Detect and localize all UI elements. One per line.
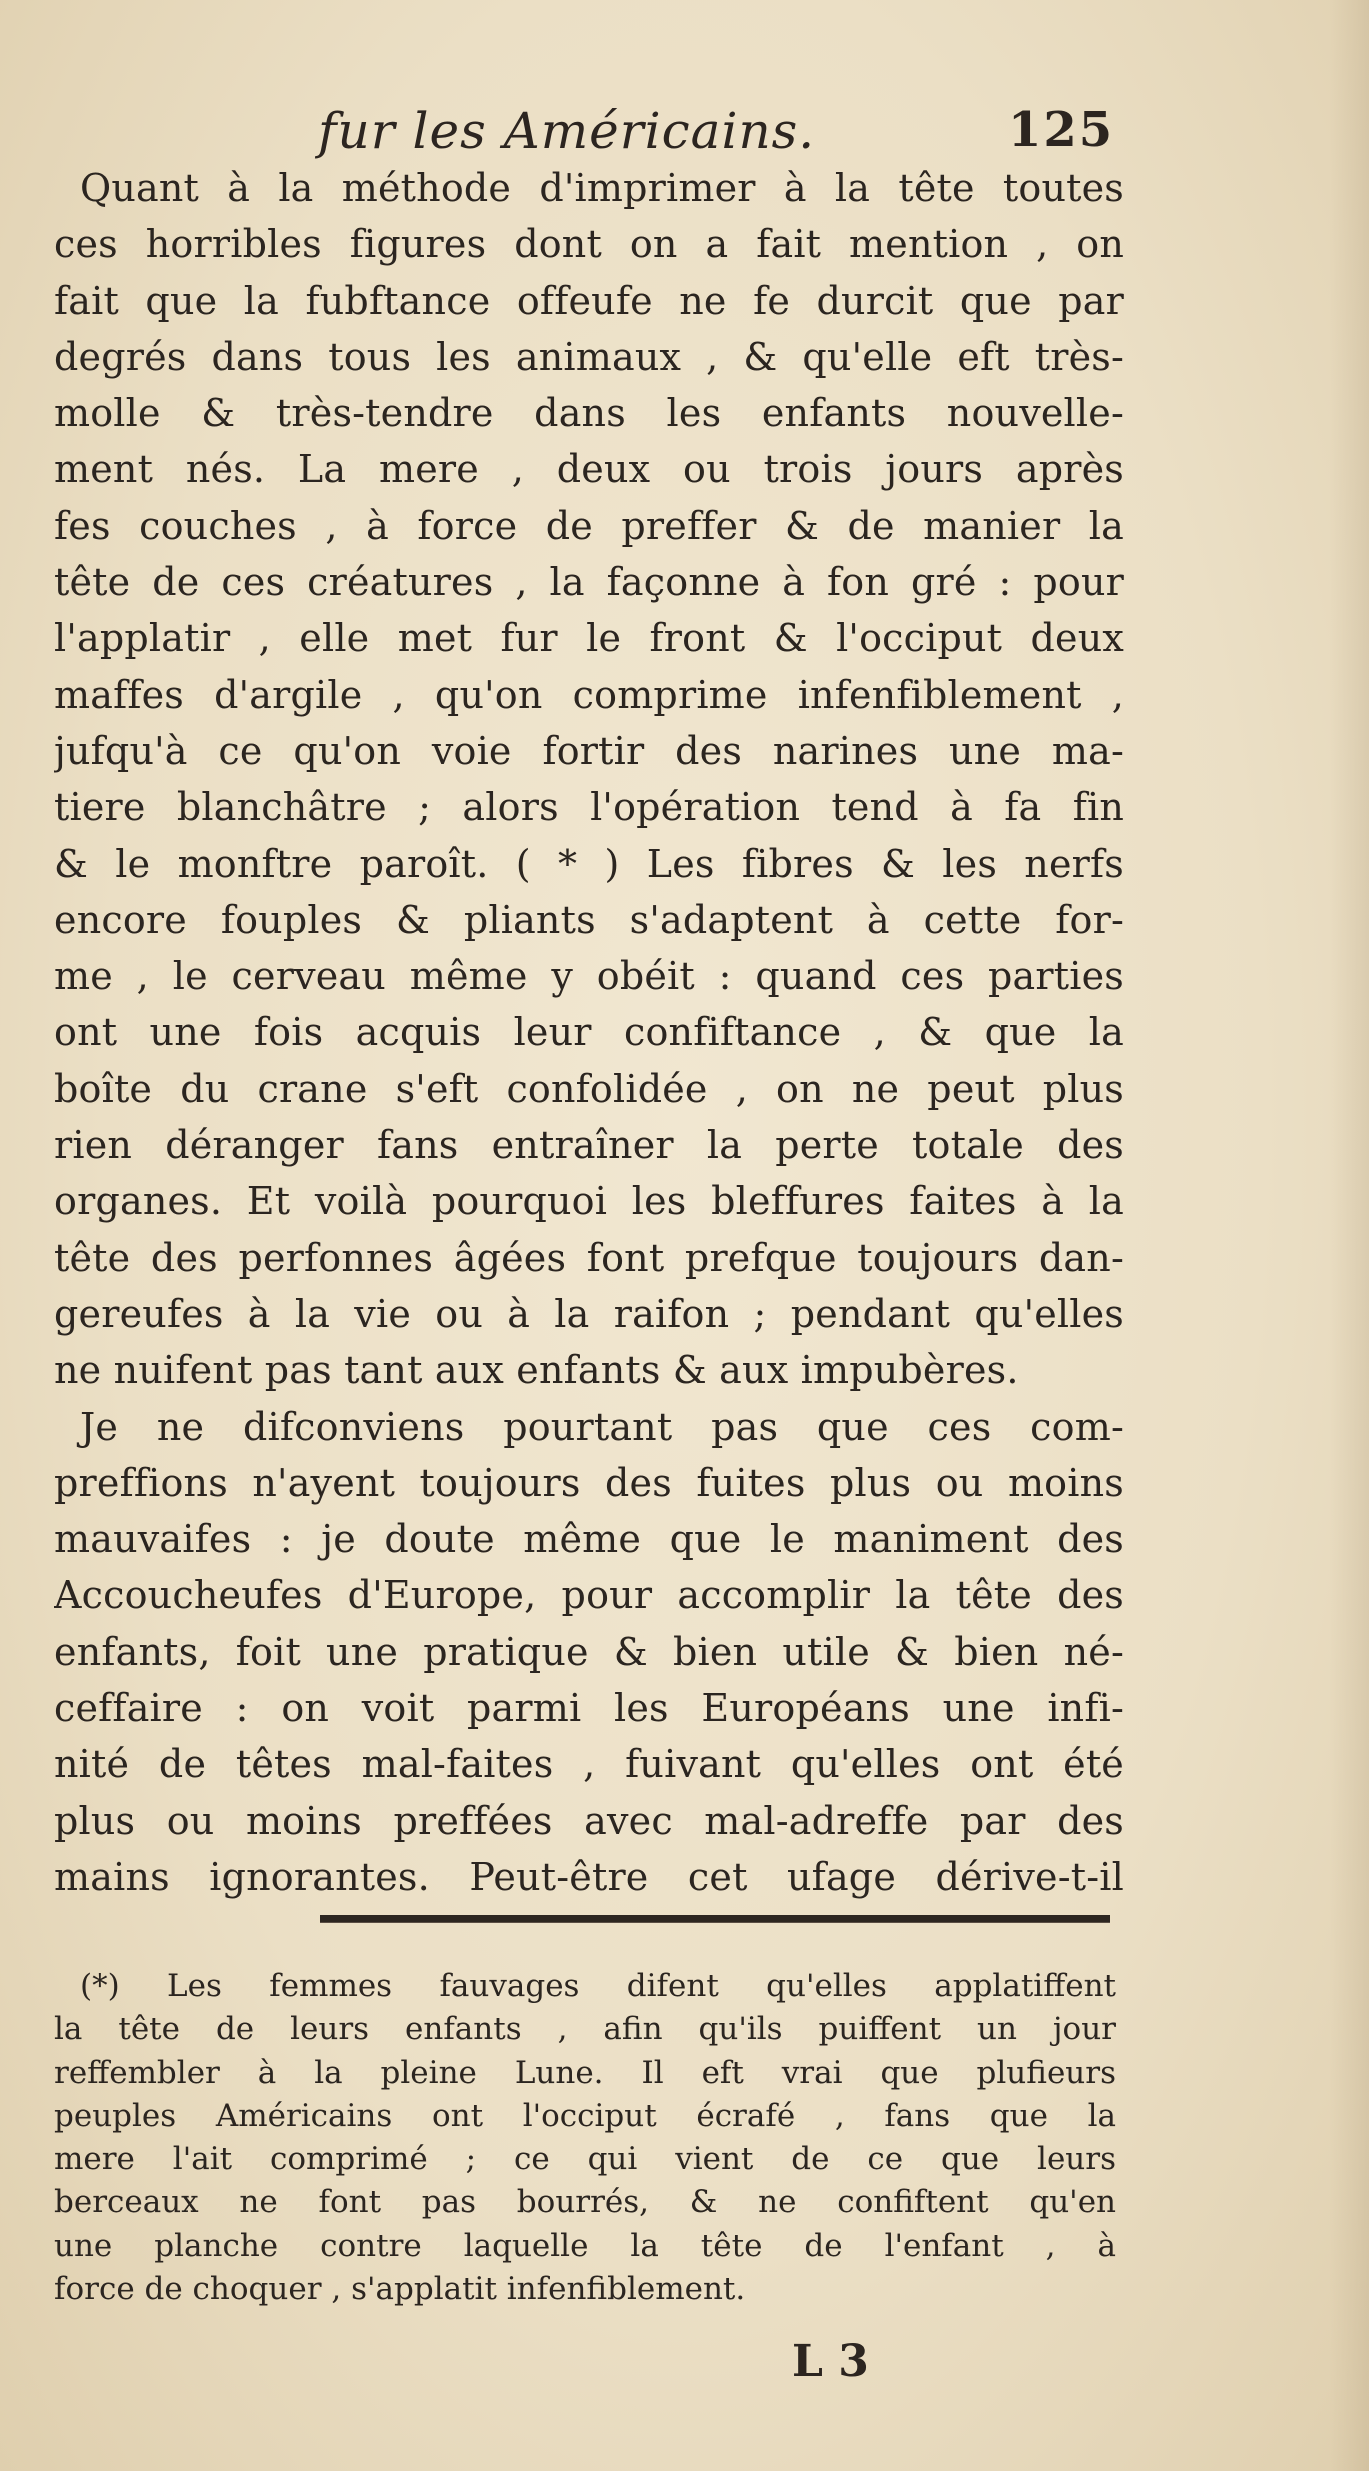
footnote [54, 1965, 1116, 2311]
page-edge-shadow [1329, 0, 1369, 2471]
text-line: plus ou moins preffées avec mal-adreffe par des [54, 1798, 1124, 1843]
text-line: Quant à la méthode d'imprimer à la tête toutes [80, 166, 1124, 210]
text-line: Accoucheufes d'Europe, pour accomplir la tête des [54, 1573, 1124, 1618]
text-line: rien déranger fans entraîner la perte totale des [54, 1123, 1124, 1168]
text-line: ont une fois acquis leur confiftance , & que la [54, 1010, 1124, 1055]
footnote-line: peuples Américains ont l'occiput écrafé , fans que la [54, 2097, 1116, 2134]
text-line: degrés dans tous les animaux , & qu'elle eft très- [54, 334, 1124, 379]
page-number: 125 [1008, 102, 1115, 158]
text-line: ment nés. La mere , deux ou trois jours après [54, 447, 1124, 492]
text-line: me , le cerveau même y obéit : quand ces parties [54, 954, 1124, 999]
text-line: ceffaire : on voit parmi les Européans une infi- [54, 1686, 1124, 1731]
text-line: tête des perfonnes âgées font prefque toujours dan- [54, 1235, 1124, 1280]
footnote-line: (*) Les femmes fauvages difent qu'elles applatiffent [80, 1968, 1116, 2004]
text-line: fait que la fubftance offeufe ne fe durcit que par [54, 278, 1124, 323]
text-line: fes couches , à force de preffer & de manier la [54, 503, 1124, 548]
text-line: mains ignorantes. Peut-être cet ufage dérive-t-il [54, 1854, 1124, 1899]
footnote-line: berceaux ne font pas bourrés, & ne confiftent qu'en [54, 2184, 1116, 2221]
footnote-divider [320, 1915, 1110, 1923]
footnote-line: une planche contre laquelle la tête de l'enfant , à [54, 2227, 1116, 2264]
running-title: fur les Américains. [318, 102, 816, 160]
text-line: encore fouples & pliants s'adaptent à cette for- [54, 897, 1124, 942]
text-line: enfants, foit une pratique & bien utile & bien né- [54, 1629, 1124, 1674]
text-line: tête de ces créatures , la façonne à fon gré : pour [54, 560, 1124, 605]
text-line: & le monftre paroît. ( * ) Les fibres & les nerfs [54, 841, 1124, 886]
text-line: gereufes à la vie ou à la raifon ; pendant qu'elles [54, 1291, 1124, 1336]
text-line: maffes d'argile , qu'on comprime infenfiblement , [54, 672, 1124, 717]
text-line: Je ne difconviens pourtant pas que ces com- [80, 1404, 1124, 1449]
text-line: jufqu'à ce qu'on voie fortir des narines une ma- [54, 728, 1124, 773]
footnote-line: la tête de leurs enfants , afin qu'ils puiffent un jour [54, 2011, 1116, 2048]
text-line: molle & très-tendre dans les enfants nouvelle- [54, 391, 1124, 436]
text-line: boîte du crane s'eft confolidée , on ne peut plus [54, 1066, 1124, 1111]
text-line: ces horribles figures dont on a fait mention , on [54, 222, 1124, 267]
signature-mark: L 3 [792, 2336, 869, 2387]
text-line: mauvaifes : je doute même que le maniment des [54, 1517, 1124, 1562]
footnote-line: mere l'ait comprimé ; ce qui vient de ce que leurs [54, 2141, 1116, 2178]
text-line: l'applatir , elle met fur le front & l'occiput deux [54, 616, 1124, 661]
text-line: organes. Et voilà pourquoi les bleffures faites à la [54, 1179, 1124, 1224]
footnote-line: force de choquer , s'applatit infenfiblement. [54, 2271, 746, 2308]
footnote-line: reffembler à la pleine Lune. Il eft vrai que plufieurs [54, 2054, 1116, 2091]
text-line: ne nuifent pas tant aux enfants & aux impubères. [54, 1348, 1019, 1393]
text-line: tiere blanchâtre ; alors l'opération tend à fa fin [54, 785, 1124, 830]
main-text [54, 160, 1124, 1905]
text-line: preffions n'ayent toujours des fuites plus ou moins [54, 1460, 1124, 1505]
text-line: nité de têtes mal-faites , fuivant qu'elles ont été [54, 1742, 1124, 1787]
